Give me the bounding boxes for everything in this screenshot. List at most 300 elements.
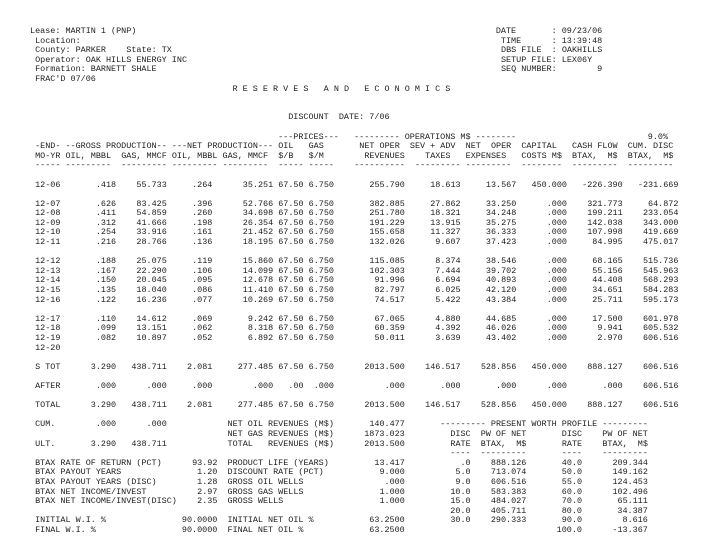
stat-value: 1.20 — [197, 467, 218, 478]
spacer — [461, 227, 486, 237]
spacer — [582, 515, 623, 525]
cum-gas: .000 — [146, 419, 167, 430]
spacer — [30, 429, 227, 439]
cell-cash-flow-btax: 888.127 — [587, 400, 623, 411]
pw-net-value: 606.516 — [490, 476, 527, 487]
stat-value: 1.28 — [197, 476, 218, 487]
spacer — [212, 180, 242, 190]
cell-net-oil-mbbl: .062 — [192, 323, 213, 334]
cell-gas-price: 6.750 — [308, 313, 334, 324]
info-separator: : — [551, 45, 557, 56]
column-header: CUM. DISC — [627, 141, 674, 152]
spacer — [334, 439, 364, 449]
spacer — [461, 400, 481, 410]
spacer — [461, 237, 486, 247]
county-label: County: — [35, 45, 71, 56]
spacer — [111, 151, 121, 161]
spacer — [334, 208, 369, 218]
cell-gross-gas-mmcf: 25.075 — [136, 256, 167, 267]
spacer — [217, 477, 227, 487]
pw-net-value: 65.111 — [617, 496, 648, 507]
cell-sev-adv-taxes: 27.862 — [430, 198, 461, 209]
spacer — [116, 314, 136, 324]
column-header: BTAX, M$ — [627, 150, 674, 161]
spacer — [582, 487, 612, 497]
row-label: 12-18 — [35, 323, 61, 334]
pw-disc-rate: 30.0 — [450, 515, 471, 526]
spacer — [516, 400, 531, 410]
spacer — [516, 256, 546, 266]
spacer — [471, 429, 481, 439]
spacer — [405, 323, 435, 333]
spacer — [111, 160, 121, 170]
spacer — [167, 400, 187, 410]
cell-cum-disc-btax: 606.516 — [642, 361, 679, 372]
spacer — [116, 275, 136, 285]
spacer — [582, 439, 602, 449]
column-header: REVENUES — [364, 150, 405, 161]
county-value: PARKER — [75, 45, 106, 56]
report-line — [30, 181, 726, 191]
pw-rule: --------- — [602, 448, 648, 459]
spacer — [30, 132, 278, 142]
spacer — [567, 199, 587, 209]
header-rule: --------- — [121, 160, 167, 171]
column-header: NET OPER — [359, 141, 400, 152]
cell-cash-flow-btax: 55.156 — [592, 265, 623, 276]
header-rule: --------- — [465, 160, 512, 171]
cell-net-oper-expenses: 33.250 — [485, 198, 517, 209]
pw-net-value: 290.333 — [490, 515, 527, 526]
ult-oil: 3.290 — [90, 438, 117, 449]
spacer — [334, 285, 375, 295]
cell-net-oil-mbbl: 2.081 — [187, 400, 213, 411]
spacer — [212, 314, 247, 324]
header-rule: --------- — [572, 160, 618, 171]
spacer — [167, 362, 187, 372]
cell-cash-flow-btax: 107.998 — [587, 227, 623, 238]
wi-label: INITIAL W.I. % — [35, 515, 106, 526]
revenue-label: TOTAL REVENUES (M$) — [227, 438, 334, 449]
cell-cum-disc-btax: -231.669 — [637, 179, 679, 190]
spacer — [177, 496, 197, 506]
cell-sev-adv-taxes: 146.517 — [425, 361, 461, 372]
pw-rule: ---- — [561, 448, 582, 459]
spacer — [567, 275, 592, 285]
spacer — [526, 515, 561, 525]
spacer — [582, 506, 617, 516]
cell-gross-gas-mmcf: 54.859 — [136, 208, 167, 219]
spacer — [167, 419, 228, 429]
spacer — [567, 180, 582, 190]
spacer — [471, 515, 491, 525]
cell-oil-price: 67.50 — [278, 217, 304, 228]
cell-gross-oil-mbbl: 3.290 — [90, 400, 117, 411]
cell-gas-price: 6.750 — [308, 198, 334, 209]
spacer — [167, 333, 192, 343]
stat-label: BTAX NET INCOME/INVEST(DISC) — [35, 496, 177, 507]
spacer — [157, 64, 501, 74]
spacer — [405, 180, 430, 190]
header-rule: --------- — [171, 160, 218, 171]
spacer — [623, 266, 643, 276]
revenue-label: NET GAS REVENUES (M$) — [227, 428, 334, 439]
spacer — [567, 218, 587, 228]
cell-gross-oil-mbbl: 3.290 — [90, 361, 117, 372]
cell-sev-adv-taxes: 4.392 — [435, 323, 461, 334]
cell-net-oil-mbbl: .069 — [192, 313, 213, 324]
cell-net-gas-mmcf: 34.698 — [242, 208, 274, 219]
row-label: 12-11 — [35, 237, 61, 248]
row-label: S TOT — [35, 361, 61, 372]
info-value: 09/23/06 — [561, 26, 603, 36]
cell-cum-disc-btax: 233.054 — [642, 208, 679, 219]
cell-gross-gas-mmcf: 83.425 — [136, 198, 167, 209]
spacer — [582, 458, 612, 468]
spacer — [212, 266, 242, 276]
spacer — [167, 323, 192, 333]
spacer — [334, 333, 375, 343]
cell-gas-price: 6.750 — [308, 227, 334, 238]
cell-sev-adv-taxes: 11.327 — [430, 227, 461, 238]
spacer — [623, 295, 643, 305]
column-header: OIL — [278, 141, 294, 152]
cell-net-oper-expenses: 44.685 — [485, 313, 517, 324]
stat-value: 9.000 — [379, 467, 405, 478]
info-separator: : — [551, 26, 557, 36]
cell-net-oper-revenues: 50.011 — [374, 333, 405, 343]
cell-capital-costs: .000 — [546, 198, 567, 209]
info-label: DBS FILE — [501, 45, 542, 56]
cell-net-gas-mmcf: 6.892 — [247, 333, 274, 343]
spacer — [405, 256, 435, 266]
spacer — [293, 141, 308, 151]
cell-capital-costs: .000 — [546, 313, 567, 324]
row-label: 12-16 — [35, 294, 61, 305]
cell-oil-price: 67.50 — [278, 179, 304, 190]
cell-net-oper-revenues: 2013.500 — [364, 400, 405, 411]
column-header: OIL, MBBL — [65, 150, 112, 161]
cell-gas-price: 6.750 — [308, 179, 334, 190]
spacer — [157, 477, 198, 487]
cell-sev-adv-taxes: 18.613 — [430, 179, 461, 190]
spacer — [55, 419, 96, 429]
spacer — [516, 381, 546, 391]
row-label: 12-07 — [35, 198, 61, 209]
cell-cash-flow-btax: 84.995 — [592, 237, 623, 248]
spacer — [324, 151, 365, 161]
cell-cash-flow-btax: 17.500 — [592, 313, 623, 324]
spacer — [526, 477, 561, 487]
pw-net-value: 713.074 — [490, 467, 527, 478]
spacer — [116, 208, 136, 218]
state-value: TX — [161, 45, 172, 56]
cell-gross-gas-mmcf: 28.766 — [136, 237, 167, 248]
cell-oil-price: 67.50 — [278, 313, 304, 324]
cell-net-oper-revenues: 67.065 — [374, 313, 405, 324]
cell-capital-costs: .000 — [546, 294, 567, 305]
spacer — [167, 227, 192, 237]
spacer — [405, 266, 435, 276]
spacer — [283, 496, 379, 506]
spacer — [334, 381, 385, 391]
cell-gross-oil-mbbl: .135 — [95, 285, 117, 296]
cell-gas-price: 6.750 — [308, 275, 334, 286]
location-label: Location: — [35, 35, 81, 46]
cell-net-oper-revenues: 60.359 — [374, 323, 405, 334]
spacer — [516, 362, 531, 372]
info-label: SETUP FILE — [500, 54, 552, 65]
cell-net-oper-revenues: 251.780 — [369, 208, 405, 219]
operator-value: OAK HILLS ENERGY INC — [85, 54, 188, 65]
cell-gross-oil-mbbl: .110 — [95, 313, 117, 324]
cell-gross-gas-mmcf: 438.711 — [131, 361, 167, 372]
spacer — [60, 333, 95, 343]
cell-gas-price: 6.750 — [308, 333, 334, 343]
spacer — [329, 458, 375, 468]
spacer — [405, 362, 425, 372]
spacer — [324, 141, 359, 151]
cell-gas-price: 6.750 — [308, 237, 334, 248]
cell-net-oil-mbbl: .095 — [192, 275, 213, 286]
spacer — [405, 227, 430, 237]
formation-label: Formation: — [35, 64, 86, 75]
spacer — [405, 439, 451, 449]
cell-gross-oil-mbbl: .099 — [95, 323, 117, 334]
spacer — [516, 132, 648, 142]
spacer — [116, 285, 136, 295]
spacer — [516, 266, 546, 276]
cell-net-oper-expenses: 39.702 — [485, 265, 517, 276]
cell-sev-adv-taxes: 3.639 — [435, 333, 461, 343]
spacer — [562, 151, 572, 161]
spacer — [405, 275, 435, 285]
row-label: 12-20 — [35, 342, 61, 353]
spacer — [456, 141, 466, 151]
cell-cum-disc-btax: 419.669 — [642, 227, 679, 238]
report-line — [30, 382, 726, 392]
revenue-value: 1873.023 — [364, 428, 405, 439]
cell-capital-costs: .000 — [546, 265, 567, 276]
spacer — [405, 151, 425, 161]
cell-oil-price: 67.50 — [278, 285, 304, 296]
spacer — [405, 333, 435, 343]
spacer — [334, 400, 364, 410]
pw-disc-rate: 5.0 — [455, 467, 471, 478]
spacer — [405, 314, 435, 324]
spacer — [582, 525, 612, 535]
spacer — [334, 429, 364, 439]
lease-value: MARTIN 1 (PNP) — [65, 26, 137, 36]
cell-net-oper-revenues: 155.658 — [369, 227, 405, 238]
cell-sev-adv-taxes: 7.444 — [435, 265, 461, 276]
spacer — [339, 132, 354, 142]
spacer — [526, 448, 561, 458]
spacer — [567, 208, 587, 218]
cell-net-oper-revenues: 91.996 — [374, 275, 405, 286]
discount-date-label: DISCOUNT DATE: — [288, 112, 365, 123]
cell-net-gas-mmcf: 18.195 — [242, 237, 274, 248]
stat-label: GROSS OIL WELLS — [227, 476, 304, 487]
column-header: EXPENSES — [465, 150, 507, 161]
spacer — [116, 333, 136, 343]
cell-oil-price: 67.50 — [278, 198, 304, 209]
spacer — [405, 429, 451, 439]
state-label: State: — [126, 45, 157, 56]
spacer — [60, 227, 95, 237]
cell-net-oper-revenues: 102.303 — [369, 265, 405, 276]
cell-sev-adv-taxes: 6.025 — [435, 285, 461, 296]
header-rule: ---------- — [354, 160, 405, 171]
pw-header: BTAX, M$ — [480, 438, 527, 449]
spacer — [506, 151, 521, 161]
cell-gross-gas-mmcf: 10.897 — [136, 333, 167, 343]
info-separator: : — [551, 54, 557, 65]
spacer — [623, 256, 643, 266]
spacer — [121, 467, 197, 477]
spacer — [334, 266, 369, 276]
pw-disc-rate: 60.0 — [561, 486, 583, 497]
cell-cum-disc-btax: 595.173 — [642, 294, 679, 305]
stat-value: 2.35 — [197, 496, 218, 507]
cell-net-oil-mbbl: .052 — [192, 333, 213, 343]
spacer — [471, 506, 491, 516]
spacer — [212, 295, 242, 305]
revenue-value: 2013.500 — [364, 438, 405, 449]
spacer — [516, 199, 546, 209]
spacer — [304, 381, 314, 391]
cell-cash-flow-btax: 199.211 — [587, 208, 623, 219]
cell-cum-disc-btax: 601.978 — [642, 313, 679, 324]
wi-label: FINAL NET OIL % — [227, 524, 304, 535]
cell-net-gas-mmcf: 15.860 — [242, 256, 274, 267]
cell-cum-disc-btax: 584.283 — [642, 285, 679, 296]
stat-label: DISCOUNT RATE (PCT) — [227, 467, 324, 478]
pw-disc-rate: 9.0 — [455, 476, 471, 487]
row-label: 12-17 — [35, 313, 61, 324]
pw-disc-rate: 70.0 — [561, 496, 583, 507]
cell-net-oper-revenues: 132.026 — [369, 237, 405, 248]
cell-cash-flow-btax: 68.165 — [592, 256, 623, 267]
discount-date-value: 7/06 — [369, 112, 390, 123]
spacer — [471, 448, 481, 458]
cell-net-oil-mbbl: .161 — [192, 227, 213, 238]
pw-disc-rate: 40.0 — [561, 457, 583, 468]
header-rule: -------- — [521, 160, 562, 171]
report-line — [30, 334, 726, 344]
row-label: 12-08 — [35, 208, 61, 219]
pw-net-value: 149.162 — [612, 467, 648, 478]
spacer — [623, 362, 643, 372]
cell-net-oil-mbbl: .119 — [192, 256, 213, 267]
spacer — [405, 208, 430, 218]
cell-gross-oil-mbbl: .312 — [95, 217, 117, 228]
spacer — [106, 515, 182, 525]
spacer — [167, 381, 192, 391]
column-header: CASH FLOW — [572, 141, 618, 152]
cell-gross-gas-mmcf: 33.916 — [136, 227, 167, 238]
cell-net-gas-mmcf: 8.318 — [247, 323, 274, 334]
spacer — [116, 227, 136, 237]
spacer — [60, 362, 90, 372]
spacer — [334, 275, 375, 285]
spacer — [516, 237, 546, 247]
spacer — [567, 362, 587, 372]
stat-label: GROSS WELLS — [227, 496, 284, 507]
cell-net-oper-revenues: 255.790 — [369, 179, 405, 190]
pw-net-value: 209.344 — [612, 457, 648, 468]
spacer — [461, 314, 486, 324]
spacer — [212, 362, 237, 372]
spacer — [511, 141, 521, 151]
spacer — [516, 218, 546, 228]
spacer — [334, 362, 364, 372]
spacer — [567, 285, 592, 295]
column-header: $/B — [278, 150, 294, 161]
pw-net-value: 34.387 — [617, 505, 648, 516]
frac-note: FRAC'D 07/06 — [35, 73, 96, 84]
spacer — [516, 285, 546, 295]
spacer — [516, 314, 546, 324]
spacer — [623, 285, 643, 295]
spacer — [405, 419, 440, 429]
spacer — [405, 237, 435, 247]
spacer — [405, 160, 415, 170]
cell-cash-flow-btax: 142.038 — [587, 217, 623, 228]
stat-value: 93.92 — [192, 457, 218, 468]
cell-gas-price: 6.750 — [308, 361, 334, 372]
info-separator: : — [551, 64, 557, 75]
spacer — [136, 26, 496, 36]
spacer — [60, 237, 95, 247]
pw-rule: --------- — [480, 448, 527, 459]
spacer — [116, 237, 136, 247]
pw-net-value: 405.711 — [490, 505, 527, 516]
spacer — [405, 487, 451, 497]
spacer — [623, 400, 643, 410]
cell-gas-price: 6.750 — [308, 265, 334, 276]
spacer — [450, 151, 465, 161]
spacer — [405, 285, 435, 295]
cell-gas-price: 6.750 — [308, 285, 334, 296]
spacer — [167, 237, 192, 247]
cell-net-oil-mbbl: .077 — [192, 294, 213, 305]
pw-header: RATE — [450, 438, 471, 449]
spacer — [106, 45, 126, 55]
spacer — [212, 256, 242, 266]
cell-gross-oil-mbbl: .188 — [95, 256, 117, 267]
spacer — [461, 323, 486, 333]
cell-gross-oil-mbbl: .082 — [95, 333, 117, 343]
cell-sev-adv-taxes: 8.374 — [435, 256, 461, 267]
cell-net-oper-expenses: 528.856 — [480, 361, 517, 372]
cell-oil-price: 67.50 — [278, 361, 304, 372]
cell-net-oper-revenues: 2013.500 — [364, 361, 405, 372]
spacer — [405, 458, 461, 468]
cell-capital-costs: .000 — [546, 333, 567, 343]
header-rule: ----- — [308, 160, 334, 171]
cell-gross-gas-mmcf: .000 — [146, 380, 167, 391]
spacer — [81, 36, 501, 46]
cell-gross-gas-mmcf: 55.733 — [136, 179, 167, 190]
spacer — [461, 275, 486, 285]
spacer — [217, 525, 227, 535]
spacer — [60, 256, 95, 266]
spacer — [405, 400, 425, 410]
cell-net-oil-mbbl: 2.081 — [187, 361, 213, 372]
cell-capital-costs: .000 — [546, 285, 567, 296]
row-label: TOTAL — [35, 400, 61, 411]
